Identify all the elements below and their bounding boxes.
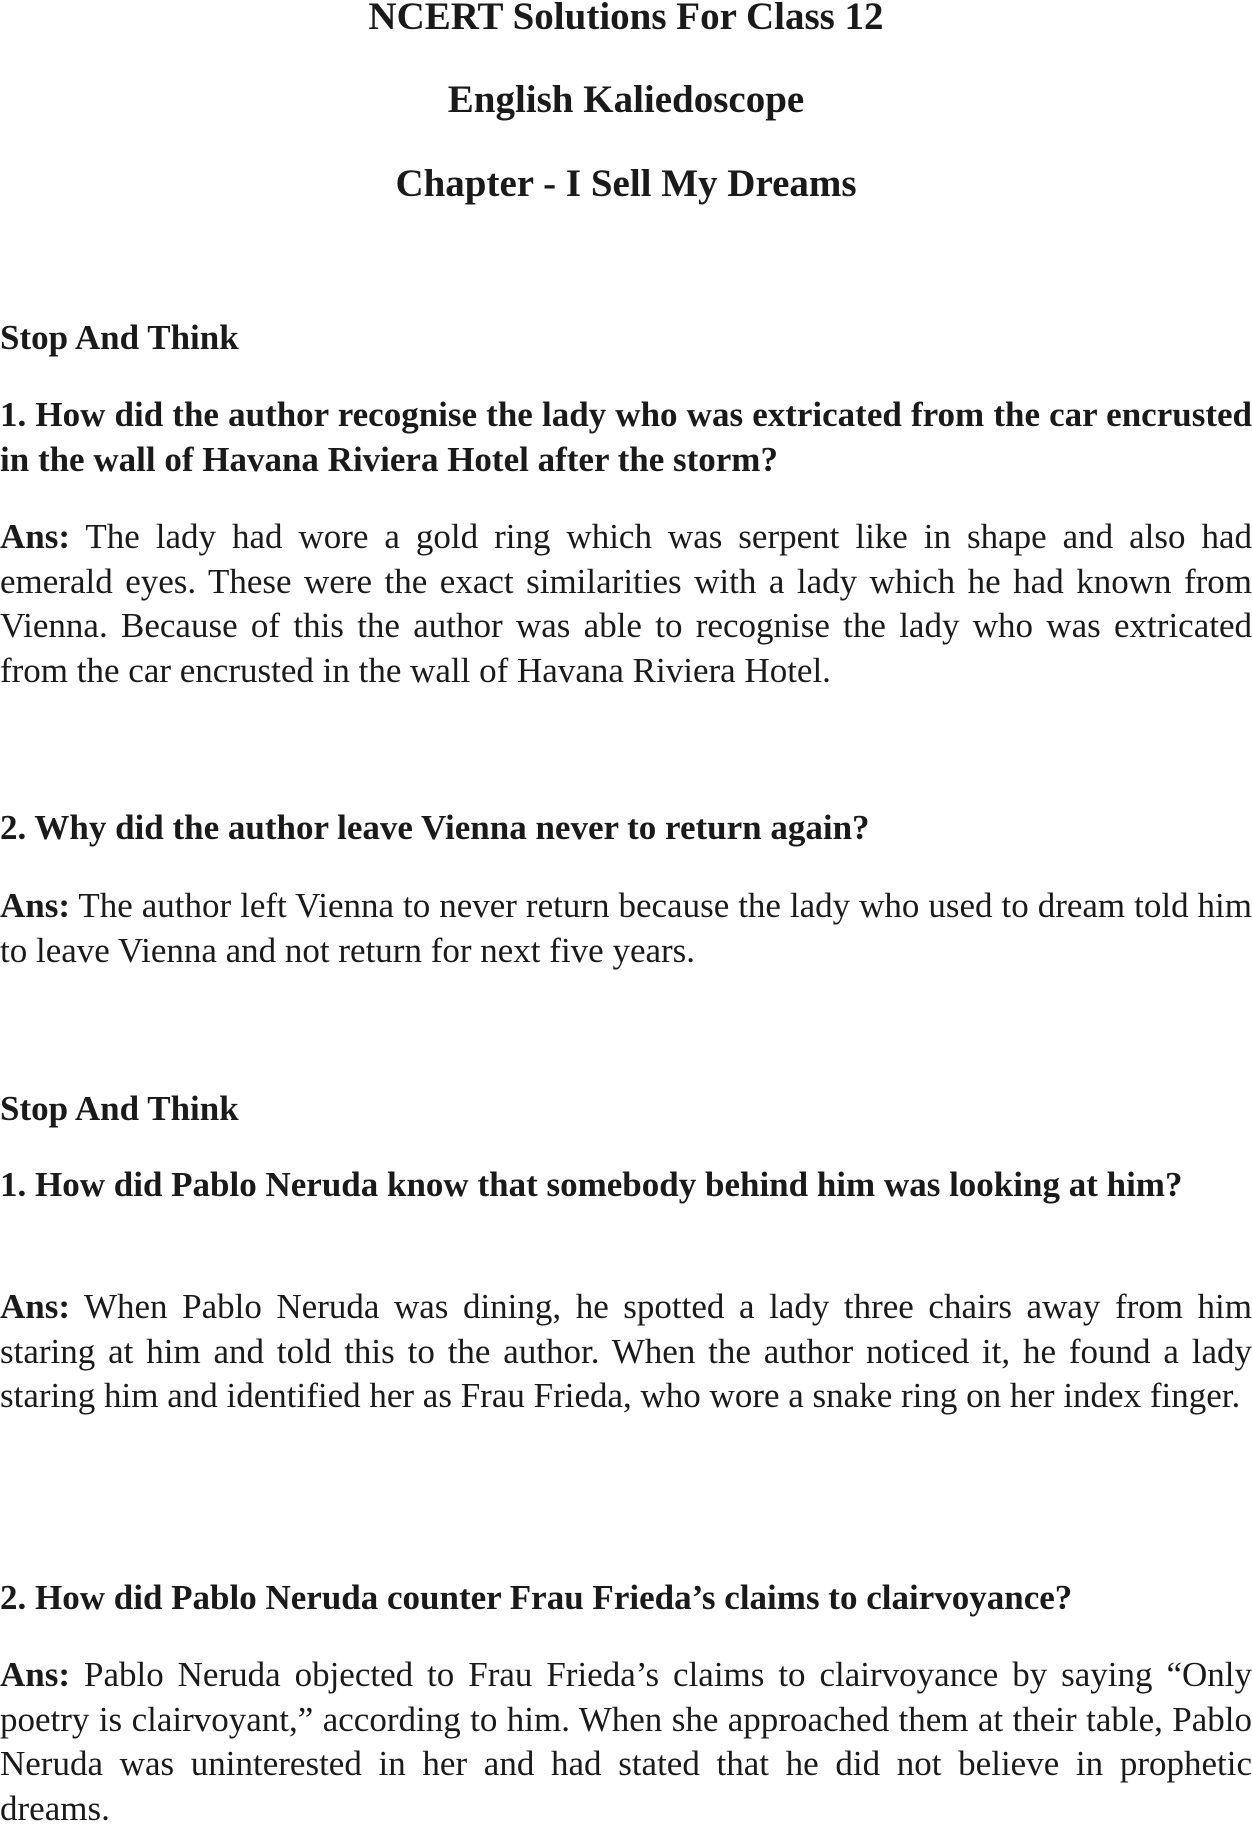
answer-label: Ans: <box>0 517 71 556</box>
answer-label: Ans: <box>0 1655 71 1694</box>
answer-body: When Pablo Neruda was dining, he spotted a lady three chairs away from him staring at him and told this to the author. When the author noticed it, he found a lady staring him and identified her as Frau Frieda, who wore a snake ring on her index finger. <box>0 1287 1252 1415</box>
answer-body: Pablo Neruda objected to Frau Frieda’s claims to clairvoyance by saying “Only poetry is clairvoyant,” according to him. When she approached them at their table, Pablo Neruda was uninterested in her and had stated that he did not believe in prophetic dreams. <box>0 1655 1252 1828</box>
answer-label: Ans: <box>0 1287 71 1326</box>
question-text: 2. Why did the author leave Vienna never to return again? <box>0 808 870 847</box>
document-title: NCERT Solutions For Class 12 <box>368 0 884 38</box>
answer-body: The author left Vienna to never return because the lady who used to dream told him to leave Vienna and not return for next five years. <box>0 886 1252 970</box>
question-text: 2. How did Pablo Neruda counter Frau Frieda’s claims to clairvoyance? <box>0 1578 1073 1617</box>
answer-text <box>0 884 1252 973</box>
section-heading: Stop And Think <box>0 318 239 357</box>
answer-label: Ans: <box>0 886 71 925</box>
answer-body: The lady had wore a gold ring which was serpent like in shape and also had emerald eyes. These were the exact similarities with a lady which he had known from Vienna. Because of this the author was able to recognise the lady who was extricated from the car encrusted in the wall of Havana Riviera Hotel. <box>0 517 1252 690</box>
answer-text <box>0 515 1252 693</box>
document-subtitle: English Kaliedoscope <box>447 78 805 121</box>
section-heading: Stop And Think <box>0 1089 239 1128</box>
answer-text <box>0 1653 1252 1831</box>
answer-text <box>0 1285 1252 1419</box>
question-text: 1. How did Pablo Neruda know that somebody behind him was looking at him? <box>0 1165 1183 1204</box>
chapter-title: Chapter - I Sell My Dreams <box>395 162 857 205</box>
question-text: 1. How did the author recognise the lady who was extricated from the car encrusted in the wall of Havana Riviera Hotel after the storm? <box>0 395 1252 479</box>
